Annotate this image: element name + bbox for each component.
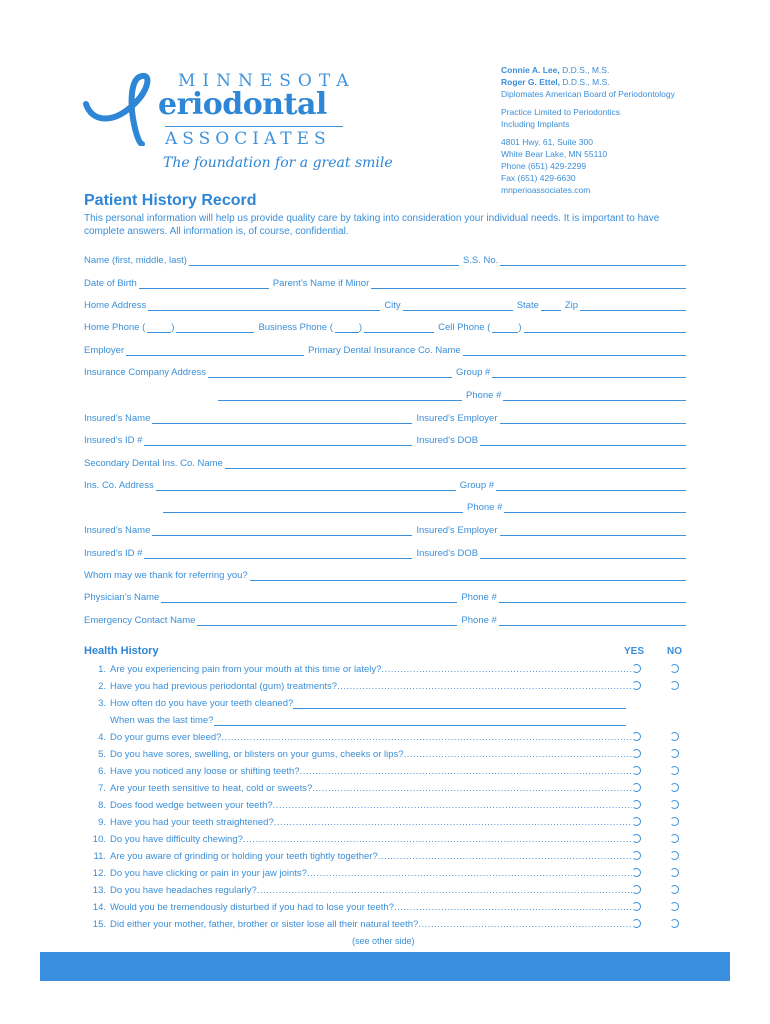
label-physician: Physician’s Name bbox=[84, 592, 160, 603]
question-text: Do you have headaches regularly? bbox=[110, 885, 257, 896]
no-radio[interactable] bbox=[670, 800, 679, 809]
no-radio[interactable] bbox=[670, 902, 679, 911]
question-text: Do you have clicking or pain in your jaw joints? bbox=[110, 868, 307, 879]
contact-block bbox=[501, 64, 675, 196]
field-dob[interactable] bbox=[139, 278, 269, 289]
label-insured-name: Insured’s Name bbox=[84, 413, 151, 424]
label-emergency: Emergency Contact Name bbox=[84, 615, 196, 626]
field-business-area[interactable] bbox=[335, 322, 359, 333]
question-row bbox=[84, 865, 684, 879]
label-group: Group # bbox=[455, 367, 491, 378]
logo-minnesota: MINNESOTA bbox=[178, 71, 356, 91]
yes-radio[interactable] bbox=[632, 800, 641, 809]
question-number: 2. bbox=[98, 681, 106, 692]
doctor2-name: Roger G. Ettel, bbox=[501, 77, 561, 87]
label-insured-id: Insured’s ID # bbox=[84, 435, 143, 446]
field-group[interactable] bbox=[492, 367, 686, 378]
field-emergency-phone[interactable] bbox=[499, 615, 686, 626]
field-cell-area[interactable] bbox=[492, 322, 518, 333]
leader-dots bbox=[274, 817, 632, 828]
question-number: 10. bbox=[92, 834, 106, 845]
question-number: 6. bbox=[98, 766, 106, 777]
page-title: Patient History Record bbox=[84, 192, 257, 209]
row-name bbox=[84, 252, 686, 266]
field-insured-id-2[interactable] bbox=[144, 548, 412, 559]
no-radio[interactable] bbox=[670, 766, 679, 775]
yes-radio[interactable] bbox=[632, 664, 641, 673]
label-employer: Employer bbox=[84, 345, 125, 356]
board-cert: Diplomates American Board of Periodontology bbox=[501, 89, 675, 99]
question-text: Would you be tremendously disturbed if you had to lose your teeth? bbox=[110, 902, 394, 913]
label-phone-4: Phone # bbox=[461, 615, 497, 626]
label-secondary-ins: Secondary Dental Ins. Co. Name bbox=[84, 458, 223, 469]
row-insured-name-2 bbox=[84, 522, 686, 536]
yes-radio[interactable] bbox=[632, 749, 641, 758]
label-paren2: ) bbox=[358, 322, 363, 333]
yes-radio[interactable] bbox=[632, 919, 641, 928]
question-number: 11. bbox=[93, 851, 106, 862]
question-text: Does food wedge between your teeth? bbox=[110, 800, 273, 811]
leader-dots bbox=[312, 783, 632, 794]
no-radio[interactable] bbox=[670, 681, 679, 690]
question-text: Are you aware of grinding or holding your teeth tightly together? bbox=[110, 851, 378, 862]
question-text: Are you experiencing pain from your mouth at this time or lately? bbox=[110, 664, 382, 675]
question-row bbox=[84, 678, 684, 692]
leader-dots bbox=[300, 766, 632, 777]
field-insured-employer-2[interactable] bbox=[500, 525, 687, 536]
question-number: 12. bbox=[92, 868, 106, 879]
question-number: 4. bbox=[98, 732, 106, 743]
label-ssn: S.S. No. bbox=[462, 255, 499, 266]
field-insured-dob[interactable] bbox=[480, 435, 686, 446]
field-insured-id[interactable] bbox=[144, 435, 412, 446]
label-insured-employer: Insured’s Employer bbox=[416, 413, 498, 424]
row-insured-id-2 bbox=[84, 545, 686, 559]
field-city[interactable] bbox=[403, 300, 513, 311]
row-insured-id bbox=[84, 432, 686, 446]
address-line1: 4801 Hwy. 61, Suite 300 bbox=[501, 137, 593, 147]
field-insured-dob-2[interactable] bbox=[480, 548, 686, 559]
question-text: Have you had your teeth straightened? bbox=[110, 817, 274, 828]
question-answer-line[interactable] bbox=[293, 698, 626, 709]
yes-radio[interactable] bbox=[632, 817, 641, 826]
leader-dots bbox=[243, 834, 632, 845]
question-number: 1. bbox=[98, 664, 106, 675]
question-number: 8. bbox=[98, 800, 106, 811]
label-phone-3: Phone # bbox=[461, 592, 497, 603]
field-business-phone[interactable] bbox=[364, 322, 434, 333]
doctor1-name: Connie A. Lee, bbox=[501, 65, 560, 75]
question-number: 9. bbox=[98, 817, 106, 828]
question-row bbox=[84, 729, 684, 743]
field-ins-phone[interactable] bbox=[503, 390, 686, 401]
practice-line1: Practice Limited to Periodontics bbox=[501, 107, 621, 117]
row-address bbox=[84, 297, 686, 311]
field-cell-phone[interactable] bbox=[524, 322, 686, 333]
row-secondary-ins bbox=[84, 455, 686, 469]
question-row bbox=[84, 763, 684, 777]
website: mnperioassociates.com bbox=[501, 185, 591, 195]
leader-dots bbox=[381, 664, 632, 675]
label-dob: Date of Birth bbox=[84, 278, 137, 289]
no-header: NO bbox=[667, 646, 682, 657]
label-insured-name-2: Insured’s Name bbox=[84, 525, 151, 536]
logo-associates: ASSOCIATES bbox=[165, 129, 331, 149]
leader-dots bbox=[307, 868, 632, 879]
field-physician-phone[interactable] bbox=[499, 592, 686, 603]
question-row bbox=[84, 831, 684, 845]
leader-dots bbox=[404, 749, 632, 760]
question-number: 14. bbox=[92, 902, 106, 913]
field-name[interactable] bbox=[189, 255, 459, 266]
field-ins-company-address[interactable] bbox=[208, 367, 452, 378]
no-radio[interactable] bbox=[670, 732, 679, 741]
no-radio[interactable] bbox=[670, 749, 679, 758]
field-state[interactable] bbox=[541, 300, 561, 311]
row-employer bbox=[84, 342, 686, 356]
question-row bbox=[84, 797, 684, 811]
field-physician[interactable] bbox=[161, 592, 457, 603]
yes-radio[interactable] bbox=[632, 885, 641, 894]
leader-dots bbox=[378, 851, 632, 862]
field-referral[interactable] bbox=[250, 570, 686, 581]
label-ins-company-address: Insurance Company Address bbox=[84, 367, 206, 378]
row-emergency bbox=[84, 612, 686, 626]
label-name: Name (first, middle, last) bbox=[84, 255, 187, 266]
label-home-phone: Home Phone ( bbox=[84, 322, 146, 333]
label-phone-2: Phone # bbox=[467, 502, 503, 513]
row-phones bbox=[84, 319, 686, 333]
label-zip: Zip bbox=[564, 300, 579, 311]
no-radio[interactable] bbox=[670, 919, 679, 928]
label-home-address: Home Address bbox=[84, 300, 147, 311]
no-radio[interactable] bbox=[670, 834, 679, 843]
question-row bbox=[84, 746, 684, 760]
leader-dots bbox=[221, 732, 632, 743]
question-answer-line[interactable] bbox=[214, 715, 627, 726]
question-text: Did either your mother, father, brother or sister lose all their natural teeth? bbox=[110, 919, 419, 930]
leader-dots bbox=[394, 902, 632, 913]
no-radio[interactable] bbox=[670, 885, 679, 894]
logo-tagline: The foundation for a great smile bbox=[163, 155, 393, 171]
field-ins-address-2[interactable] bbox=[218, 390, 462, 401]
label-ins-co-address: Ins. Co. Address bbox=[84, 480, 154, 491]
label-business-phone: Business Phone ( bbox=[258, 322, 333, 333]
no-radio[interactable] bbox=[670, 851, 679, 860]
address-line2: White Bear Lake, MN 55110 bbox=[501, 149, 608, 159]
question-number: 15. bbox=[92, 919, 106, 930]
leader-dots bbox=[418, 919, 632, 930]
question-row bbox=[84, 916, 684, 930]
field-ssn[interactable] bbox=[500, 255, 686, 266]
row-dob bbox=[84, 275, 686, 289]
no-radio[interactable] bbox=[670, 817, 679, 826]
practice-line2: Including Implants bbox=[501, 119, 570, 129]
yes-radio[interactable] bbox=[632, 834, 641, 843]
logo-periodontal: eriodontal bbox=[158, 87, 327, 122]
office-phone: Phone (651) 429-2299 bbox=[501, 161, 587, 171]
label-parent: Parent’s Name if Minor bbox=[272, 278, 370, 289]
question-number: 3. bbox=[98, 698, 106, 709]
yes-radio[interactable] bbox=[632, 732, 641, 741]
field-employer[interactable] bbox=[126, 345, 304, 356]
row-ins-co-address-2 bbox=[163, 499, 686, 513]
row-ins-address bbox=[84, 364, 686, 378]
leader-dots bbox=[257, 885, 632, 896]
question-text: How often do you have your teeth cleaned? bbox=[110, 698, 294, 709]
row-insured-name bbox=[84, 410, 686, 424]
intro-text: This personal information will help us provide quality care by taking into consideration your individual needs. It is important to have complete answers. All information is, of course, confidential. bbox=[84, 213, 660, 237]
see-other-side: (see other side) bbox=[352, 936, 415, 946]
no-radio[interactable] bbox=[670, 664, 679, 673]
label-insured-dob-2: Insured’s DOB bbox=[416, 548, 479, 559]
yes-radio[interactable] bbox=[632, 681, 641, 690]
yes-radio[interactable] bbox=[632, 766, 641, 775]
field-zip[interactable] bbox=[580, 300, 686, 311]
no-radio[interactable] bbox=[670, 868, 679, 877]
field-insured-name-2[interactable] bbox=[152, 525, 412, 536]
row-physician bbox=[84, 589, 686, 603]
field-home-phone[interactable] bbox=[176, 322, 254, 333]
question-text: Do your gums ever bleed? bbox=[110, 732, 222, 743]
question-text: Have you had previous periodontal (gum) treatments? bbox=[110, 681, 338, 692]
label-paren1: ) bbox=[171, 322, 175, 333]
row-referral bbox=[84, 567, 686, 581]
doctor2-degree: D.D.S., M.S. bbox=[560, 77, 610, 87]
leader-dots bbox=[337, 681, 632, 692]
row-ins-co-address bbox=[84, 477, 686, 491]
label-phone-1: Phone # bbox=[466, 390, 502, 401]
label-paren3: ) bbox=[518, 322, 522, 333]
field-home-address[interactable] bbox=[148, 300, 380, 311]
field-ins-co-address-2[interactable] bbox=[163, 502, 463, 513]
footer-bar bbox=[40, 952, 730, 981]
question-text: Do you have difficulty chewing? bbox=[110, 834, 243, 845]
question-row bbox=[84, 848, 684, 862]
question-row bbox=[84, 814, 684, 828]
logo-divider bbox=[165, 126, 343, 127]
question-text: Do you have sores, swelling, or blisters on your gums, cheeks or lips? bbox=[110, 749, 404, 760]
field-emergency[interactable] bbox=[197, 615, 457, 626]
row-ins-address-2 bbox=[218, 387, 686, 401]
question-row bbox=[84, 882, 684, 896]
label-insured-dob: Insured’s DOB bbox=[416, 435, 479, 446]
label-group-2: Group # bbox=[459, 480, 495, 491]
yes-radio[interactable] bbox=[632, 902, 641, 911]
question-row bbox=[84, 780, 684, 794]
question-number: 5. bbox=[98, 749, 106, 760]
label-cell-phone: Cell Phone ( bbox=[438, 322, 491, 333]
field-ins-co-phone[interactable] bbox=[504, 502, 686, 513]
field-insured-name[interactable] bbox=[152, 413, 412, 424]
field-secondary-ins[interactable] bbox=[225, 458, 686, 469]
field-insured-employer[interactable] bbox=[500, 413, 687, 424]
label-insured-employer-2: Insured’s Employer bbox=[416, 525, 498, 536]
question-row bbox=[84, 695, 684, 709]
label-referral: Whom may we thank for referring you? bbox=[84, 570, 248, 581]
doctor1-degree: D.D.S., M.S. bbox=[559, 65, 610, 75]
no-radio[interactable] bbox=[670, 783, 679, 792]
question-number: 13. bbox=[92, 885, 106, 896]
label-state: State bbox=[516, 300, 539, 311]
field-primary-ins[interactable] bbox=[463, 345, 686, 356]
health-history-title: Health History bbox=[84, 645, 159, 657]
label-city: City bbox=[384, 300, 401, 311]
field-group-2[interactable] bbox=[496, 480, 686, 491]
label-primary-ins: Primary Dental Insurance Co. Name bbox=[308, 345, 461, 356]
yes-header: YES bbox=[624, 646, 645, 657]
yes-radio[interactable] bbox=[632, 851, 641, 860]
field-ins-co-address[interactable] bbox=[156, 480, 456, 491]
question-text: When was the last time? bbox=[110, 715, 214, 726]
field-parent[interactable] bbox=[371, 278, 686, 289]
office-fax: Fax (651) 429-6630 bbox=[501, 173, 576, 183]
question-row bbox=[84, 712, 684, 726]
yes-radio[interactable] bbox=[632, 783, 641, 792]
question-text: Have you noticed any loose or shifting teeth? bbox=[110, 766, 300, 777]
logo-p-mark-icon bbox=[82, 64, 160, 146]
field-home-area[interactable] bbox=[147, 322, 171, 333]
leader-dots bbox=[273, 800, 632, 811]
yes-radio[interactable] bbox=[632, 868, 641, 877]
question-number: 7. bbox=[98, 783, 106, 794]
label-insured-id-2: Insured’s ID # bbox=[84, 548, 143, 559]
question-row bbox=[84, 661, 684, 675]
question-text: Are your teeth sensitive to heat, cold or sweets? bbox=[110, 783, 313, 794]
question-row bbox=[84, 899, 684, 913]
